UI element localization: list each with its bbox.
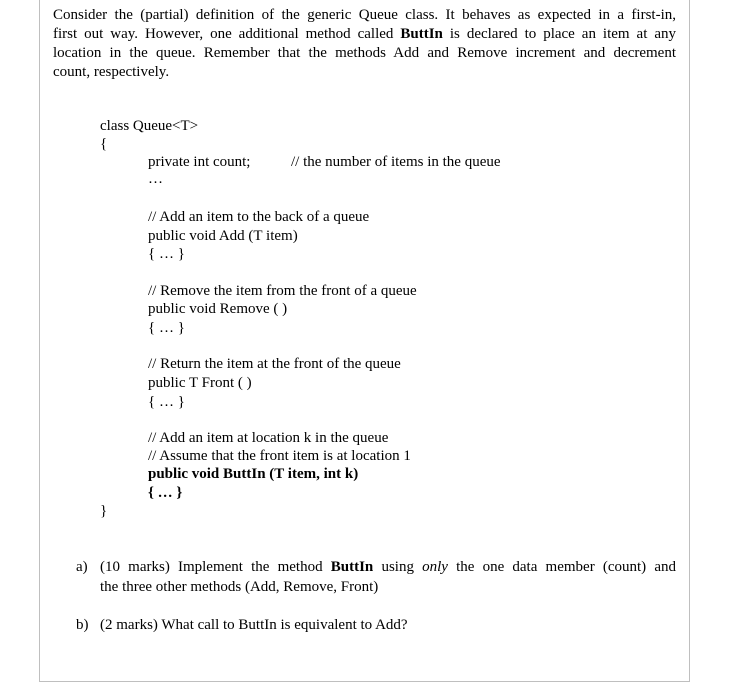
close-brace: }	[100, 503, 108, 519]
class-declaration: class Queue<T>	[100, 118, 199, 134]
question-a-label: a)	[76, 559, 88, 575]
add-signature: public void Add (T item)	[148, 228, 298, 244]
count-field-comment: // the number of items in the queue	[291, 154, 501, 170]
buttin-body: { … }	[148, 485, 183, 501]
question-a	[76, 557, 676, 597]
add-body: { … }	[148, 246, 185, 262]
intro-line-1: Consider the (partial) definition of the generic Queue class. It behaves as expected in a first-in,	[53, 7, 676, 23]
front-signature: public T Front ( )	[148, 375, 252, 391]
problem-statement	[53, 6, 676, 82]
question-a-text: (10 marks) Implement the method ButtIn using only the one data member (count) and the three other methods (Add, Remove, Front)	[100, 559, 676, 595]
remove-comment: // Remove the item from the front of a queue	[148, 283, 417, 299]
front-body: { … }	[148, 394, 185, 410]
question-b	[76, 615, 676, 635]
intro-line-3: location in the queue. Remember that the methods Add and Remove increment and decrement	[53, 45, 676, 61]
question-b-text: (2 marks) What call to ButtIn is equivalent to Add?	[100, 617, 408, 633]
open-brace: {	[100, 136, 108, 152]
question-b-label: b)	[76, 617, 89, 633]
buttin-term: ButtIn	[400, 26, 443, 42]
buttin-signature: public void ButtIn (T item, int k)	[148, 466, 359, 482]
add-comment: // Add an item to the back of a queue	[148, 209, 370, 225]
remove-signature: public void Remove ( )	[148, 301, 288, 317]
intro-line-2: first out way. However, one additional method called ButtIn is declared to place an item at any	[53, 26, 676, 42]
ellipsis: …	[148, 171, 163, 187]
front-comment: // Return the item at the front of the queue	[148, 356, 401, 372]
intro-line-4: count, respectively.	[53, 64, 170, 80]
buttin-comment-2: // Assume that the front item is at location 1	[148, 448, 411, 464]
remove-body: { … }	[148, 320, 185, 336]
count-field: private int count;	[148, 154, 251, 170]
buttin-comment-1: // Add an item at location k in the queue	[148, 430, 389, 446]
